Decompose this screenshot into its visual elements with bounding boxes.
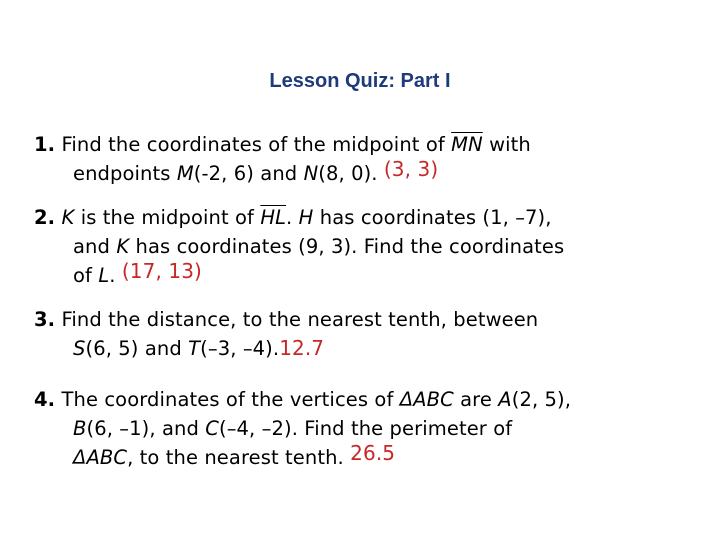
question-3: [34, 305, 714, 363]
question-3-line-1: [34, 305, 714, 334]
question-text: and: [260, 162, 298, 185]
question-4-line-3: [34, 443, 714, 472]
point-coords: (–4, –2). Find the perimeter of: [218, 417, 513, 440]
question-1-line-1: [34, 130, 714, 159]
point-label: N: [303, 162, 319, 185]
point-coords: (8, 0).: [318, 162, 378, 185]
answer-text: (17, 13): [121, 259, 202, 283]
point-label: S: [73, 337, 86, 360]
point-label: M: [176, 162, 194, 185]
segment-label: $\overline{MN}$: [451, 133, 483, 156]
triangle-label: ΔABC: [399, 388, 454, 411]
point-coords: (6, 5): [85, 337, 139, 360]
question-3-line-2: [34, 334, 714, 363]
question-text: are: [460, 388, 492, 411]
question-4: [34, 385, 714, 472]
question-text: Find the coordinates of the midpoint of: [61, 133, 445, 156]
question-2-line-1: [34, 203, 714, 232]
point-label: C: [205, 417, 219, 440]
question-1-line-2: [34, 159, 714, 188]
question-text: and: [73, 235, 110, 258]
segment-label: $\overline{HL}$: [260, 206, 287, 229]
question-text: with: [489, 133, 531, 156]
question-2: [34, 203, 714, 290]
question-number: 1.: [34, 133, 56, 156]
point-coords: (-2, 6): [193, 162, 254, 185]
question-text: , to the nearest tenth.: [127, 446, 344, 469]
question-number: 2.: [34, 206, 56, 229]
question-4-line-1: [34, 385, 714, 414]
question-number: 4.: [34, 388, 56, 411]
question-text: The coordinates of the vertices of: [61, 388, 394, 411]
question-text: and: [144, 337, 182, 360]
question-text: has coordinates (9, 3). Find the coordinates: [135, 235, 565, 258]
question-text: has coordinates (1, –7),: [319, 206, 552, 229]
answer-text: 12.7: [279, 336, 325, 360]
question-2-line-3: [34, 261, 714, 290]
point-label: T: [188, 337, 201, 360]
point-coords: (2, 5),: [511, 388, 572, 411]
question-text: is the midpoint of: [80, 206, 254, 229]
question-text: endpoints: [73, 162, 171, 185]
point-label: A: [498, 388, 512, 411]
variable-label: K: [61, 206, 75, 229]
question-text: .: [286, 206, 293, 229]
answer-text: 26.5: [350, 441, 396, 465]
variable-label: H: [298, 206, 314, 229]
question-2-line-2: [34, 232, 714, 261]
point-label: B: [73, 417, 87, 440]
question-text: of: [73, 264, 92, 287]
variable-label: L: [98, 264, 110, 287]
question-1: [34, 130, 714, 188]
point-coords: (6, –1), and: [86, 417, 199, 440]
triangle-label: ΔABC: [73, 446, 128, 469]
question-number: 3.: [34, 308, 56, 331]
answer-text: (3, 3): [383, 157, 439, 181]
point-coords: (–3, –4).: [200, 337, 280, 360]
question-4-line-2: [34, 414, 714, 443]
question-text: Find the distance, to the nearest tenth, between: [61, 308, 539, 331]
variable-label: K: [116, 235, 130, 258]
quiz-title: Lesson Quiz: Part I: [269, 70, 451, 92]
question-text: .: [109, 264, 116, 287]
